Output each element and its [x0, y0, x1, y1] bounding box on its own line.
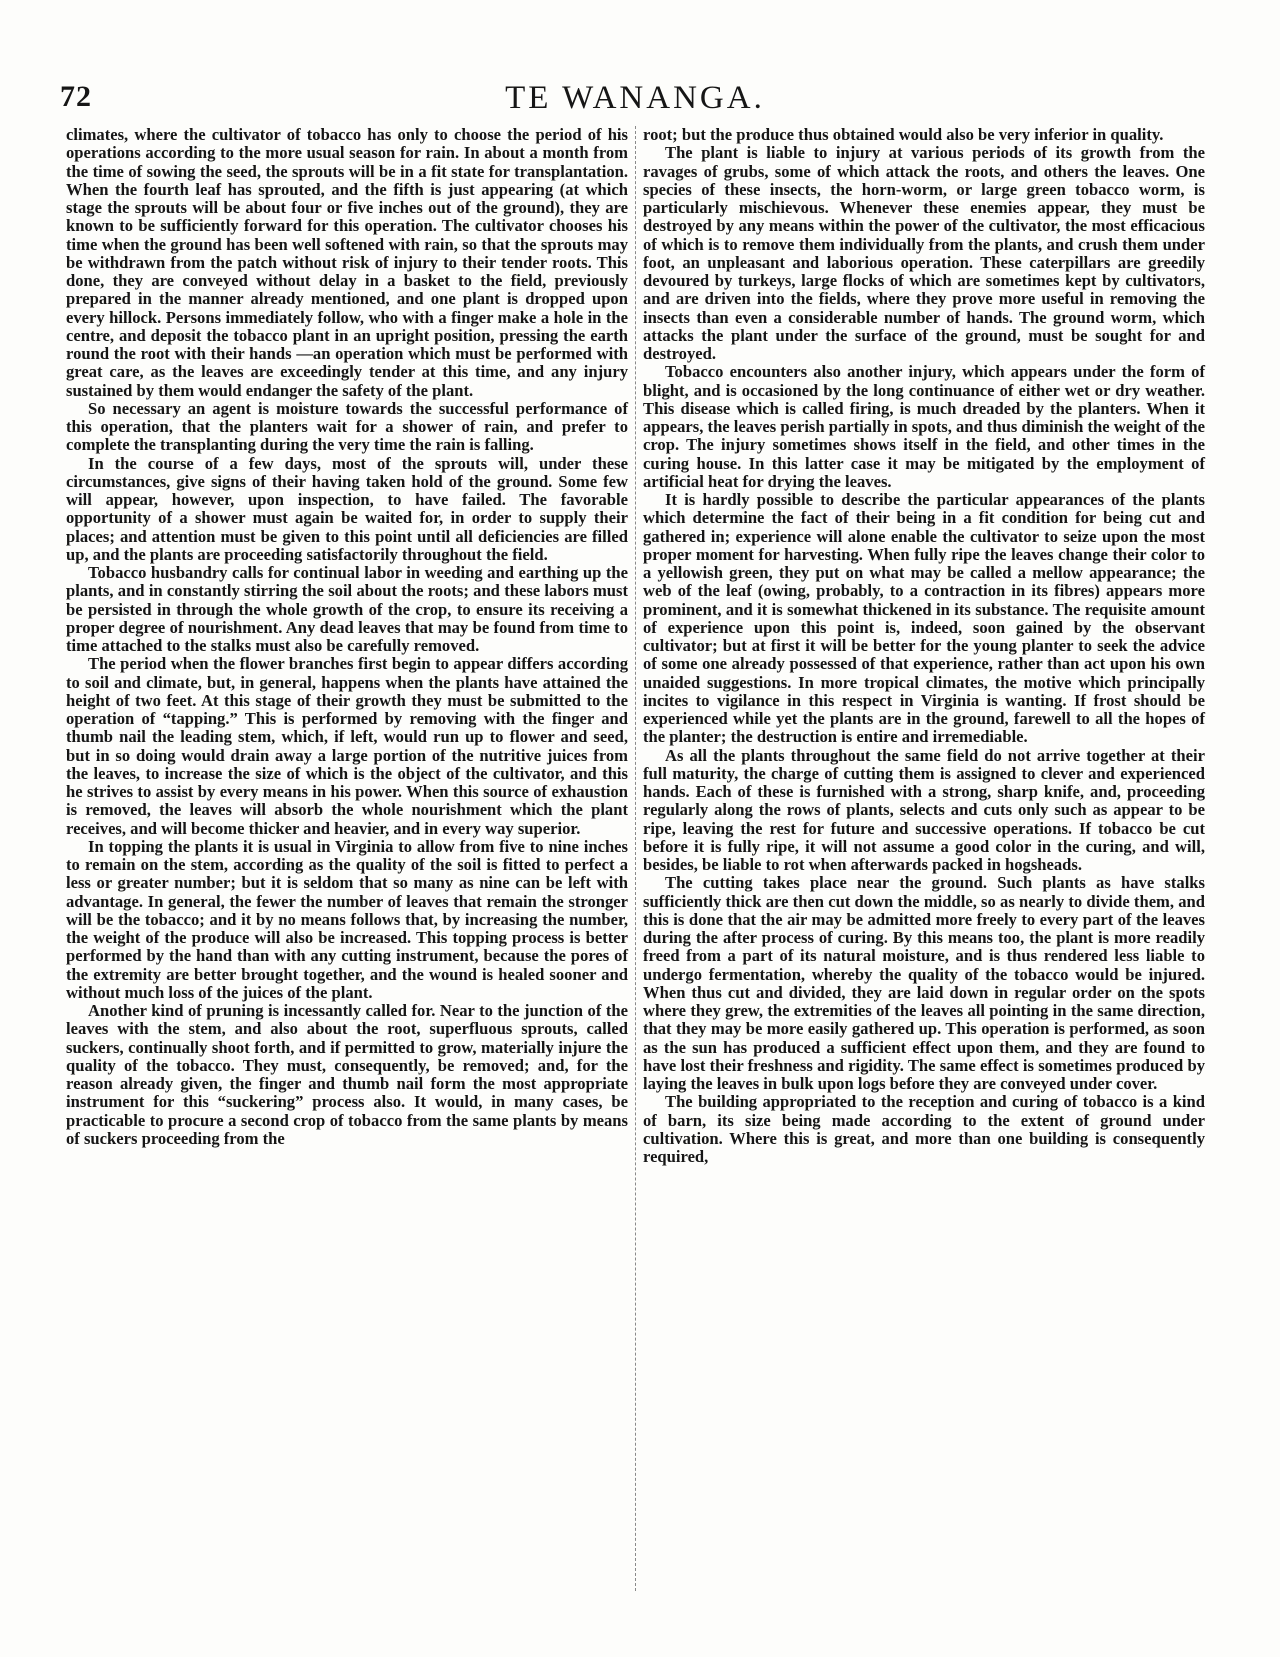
paragraph: Another kind of pruning is incessantly called for. Near to the junction of the leaves with the stem, and also about the root, superfluous sprouts, called suckers, continually shoot forth, and if permitted to grow, materially injure the quality of the tobacco. They must, consequently, be removed; and, for the reason already given, the finger and thumb nail form the most appropriate instrument for this “suckering” process also. It would, in many cases, be practicable to procure a second crop of tobacco from the same plants by means of suckers proceeding from the	[66, 1001, 628, 1148]
paragraph: The plant is liable to injury at various periods of its growth from the ravages of grubs, some of which attack the roots, and others the leaves. One species of these insects, the horn-worm, or large green tobacco worm, is particularly mischievous. Whenever these enemies appear, they must be destroyed by any means within the power of the cultivator, the most efficacious of which is to remove them individually from the plants, and crush them under foot, an unpleasant and laborious operation. These caterpillars are greedily devoured by turkeys, large flocks of which are sometimes kept by cultivators, and are driven into the fields, where they prove more useful in removing the insects than even a considerable number of hands. The ground worm, which attacks the plant under the surface of the ground, must be sought for and destroyed.	[643, 143, 1205, 363]
page-number: 72	[60, 80, 92, 113]
paragraph: As all the plants throughout the same field do not arrive together at their full maturity, the charge of cutting them is assigned to clever and experienced hands. Each of these is furnished with a strong, sharp knife, and, proceeding regularly along the rows of plants, selects and cuts only such as appear to be ripe, leaving the rest for future and successive operations. If tobacco be cut before it is fully ripe, it will not assume a good color in the curing, and will, besides, be liable to rot when afterwards packed in hogsheads.	[643, 745, 1205, 874]
paragraph: climates, where the cultivator of tobacco has only to choose the period of his operations according to the more usual season for rain. In about a month from the time of sowing the seed, the sprouts will be in a fit state for transplantation. When the fourth leaf has sprouted, and the fifth is just appearing (at which stage the sprouts will be about four or five inches out of the ground), they are known to be sufficiently forward for this operation. The cultivator chooses his time when the ground has been well softened with rain, so that the sprouts may be withdrawn from the patch without risk of injury to their tender roots. This done, they are conveyed without delay in a basket to the field, previously prepared in the manner already mentioned, and one plant is dropped upon every hillock. Persons immediately follow, who with a finger make a hole in the centre, and deposit the tobacco plant in an upright position, pressing the earth round the root with their hands —an operation which must be performed with great care, as the leaves are exceedingly tender at this time, and any injury sustained by them would endanger the safety of the plant.	[66, 125, 628, 400]
column-divider	[635, 126, 636, 1591]
paragraph: The building appropriated to the reception and curing of tobacco is a kind of barn, its size being made according to the extent of ground under cultivation. Where this is great, and more than one building is consequently required,	[643, 1092, 1205, 1166]
paragraph: root; but the produce thus obtained would also be very inferior in quality.	[643, 125, 1164, 144]
page-header	[60, 80, 1210, 120]
paragraph: In the course of a few days, most of the sprouts will, under these circumstances, give signs of their having taken hold of the ground. Some few will appear, however, upon inspection, to have failed. The favorable opportunity of a shower must again be waited for, in order to supply their places; and attention must be given to this point until all deficiencies are filled up, and the plants are proceeding satisfactorily throughout the field.	[66, 453, 628, 564]
paragraph: Tobacco husbandry calls for continual labor in weeding and earthing up the plants, and in constantly stirring the soil about the roots; and these labors must be persisted in through the whole growth of the crop, to ensure its receiving a proper degree of nourishment. Any dead leaves that may be found from time to time attached to the stalks must also be carefully removed.	[66, 563, 628, 655]
paragraph: In topping the plants it is usual in Virginia to allow from five to nine inches to remain on the stem, according as the quality of the soil is fitted to perfect a less or greater number; but it is seldom that so many as nine can be left with advantage. In general, the fewer the number of leaves that remain the stronger will be the tobacco; and it by no means follows that, by increasing the number, the weight of the produce will also be increased. This topping process is better performed by the hand than with any cutting instrument, because the pores of the extremity are better brought together, and the wound is healed sooner and without much loss of the juices of the plant.	[66, 836, 628, 1002]
paragraph: The cutting takes place near the ground. Such plants as have stalks sufficiently thick are then cut down the middle, so as nearly to divide them, and this is done that the air may be admitted more freely to every part of the leaves during the after process of curing. By this means too, the plant is more readily freed from a part of its natural moisture, and is thus rendered less liable to undergo fermentation, whereby the quality of the tobacco would be injured. When thus cut and divided, they are laid down in regular order on the spots where they grew, the extremities of the leaves all pointing in the same direction, that they may be more easily gathered up. This operation is performed, as soon as the sun has produced a sufficient effect upon them, and they are found to have lost their freshness and rigidity. The same effect is sometimes produced by laying the leaves in bulk upon logs before they are conveyed under cover.	[643, 873, 1205, 1093]
paragraph: Tobacco encounters also another injury, which appears under the form of blight, and is occasioned by the long continuance of either wet or dry weather. This disease which is called firing, is much dreaded by the planters. When it appears, the leaves perish partially in spots, and thus diminish the weight of the crop. The injury sometimes shows itself in the field, and other times in the curing house. In this latter case it may be mitigated by the employment of artificial heat for drying the leaves.	[643, 362, 1205, 491]
paragraph: The period when the flower branches first begin to appear differs according to soil and climate, but, in general, happens when the plants have attained the height of two feet. At this stage of their growth they must be submitted to the operation of “tapping.” This is performed by removing with the finger and thumb nail the leading stem, which, if left, would run up to flower and seed, but in so doing would drain away a large portion of the nutritive juices from the leaves, to increase the size of which is the object of the cultivator, and this he strives to assist by every means in his power. When this source of exhaustion is removed, the leaves will absorb the whole nourishment which the plant receives, and will become thicker and heavier, and in every way superior.	[66, 654, 628, 838]
left-column	[66, 126, 628, 1148]
paragraph: It is hardly possible to describe the particular appearances of the plants which determine the fact of their being in a fit condition for being cut and gathered in; experience will alone enable the cultivator to seize upon the most proper moment for harvesting. When fully ripe the leaves change their color to a yellowish green, they put on what may be called a mellow appearance; the web of the leaf (owing, probably, to a contraction in its fibres) appears more prominent, and it is somewhat thickened in its substance. The requisite amount of experience upon this point is, indeed, soon gained by the observant cultivator; but at first it will be better for the young planter to seek the advice of some one already possessed of that experience, rather than act upon his own unaided suggestions. In more tropical climates, the motive which principally incites to vigilance in this respect in Virginia is wanting. If frost should be experienced while yet the plants are in the ground, farewell to all the hopes of the planter; the destruction is entire and irremediable.	[643, 490, 1205, 747]
paragraph: So necessary an agent is moisture towards the successful performance of this operation, that the planters wait for a shower of rain, and prefer to complete the transplanting during the very time the rain is falling.	[66, 398, 628, 455]
masthead-title: TE WANANGA.	[505, 80, 765, 116]
right-column	[643, 126, 1205, 1166]
